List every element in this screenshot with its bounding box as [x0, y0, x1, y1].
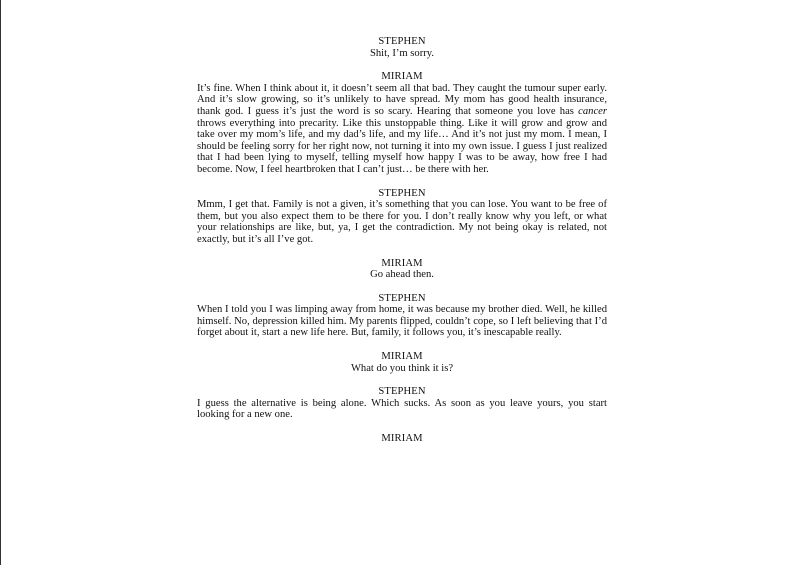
script-body	[197, 36, 607, 457]
dialogue-text: Go ahead then.	[370, 269, 434, 281]
character-name: MIRIAM	[381, 351, 423, 363]
dialogue-block	[197, 188, 607, 246]
emphasis-text: cancer	[578, 105, 607, 117]
character-name: MIRIAM	[381, 71, 423, 83]
dialogue-text: Mmm, I get that. Family is not a given, it’s something that you can lose. You want to be free of them, but you also expect them to be there for you. I don’t really know why you left, or what your relationships are like, but, ya, I get the contradiction. My not being okay is related, not exactly, but it’s all I’ve got.	[197, 199, 607, 245]
dialogue-block	[197, 351, 607, 374]
dialogue-block	[197, 36, 607, 59]
dialogue-text: It’s fine. When I think about it, it doesn’t seem all that bad. They caught the tumour super early. And it’s slow growing, so it’s unlikely to have spread. My mom has good health insurance, thank god. I guess it’s just the word is so scary. Hearing that someone you love has cancer throws everything into precarity. Like this unstoppable thing. Like it will grow and grow and take over my mom’s life, and my dad’s life, and my life… And it’s not just my mom. I mean, I should be feeling sorry for her right now, not turning it into my own issue. I guess I just realized that I had been lying to myself, telling myself how happy I was to be away, how free I had become. Now, I feel heartbroken that I can’t just… be there with her.	[197, 82, 607, 175]
dialogue-text: What do you think it is?	[350, 362, 454, 374]
dialogue-block	[197, 258, 607, 281]
character-name: STEPHEN	[378, 292, 426, 304]
character-name: MIRIAM	[381, 257, 423, 269]
character-name: MIRIAM	[381, 433, 423, 445]
dialogue-text: Shit, I’m sorry.	[369, 47, 435, 59]
dialogue-text: When I told you I was limping away from home, it was because my brother died. Well, he killed himself. No, depression killed him. My parents flipped, couldn’t cope, so I left believing that I’d forget about it, start a new life here. But, family, it follows you, it’s inescapable really.	[197, 304, 607, 339]
dialogue-block	[197, 71, 607, 175]
dialogue-block	[197, 433, 607, 445]
dialogue-block	[197, 293, 607, 339]
character-name: STEPHEN	[378, 36, 426, 47]
character-name: STEPHEN	[378, 187, 426, 199]
character-name: STEPHEN	[378, 386, 426, 398]
dialogue-text: I guess the alternative is being alone. Which sucks. As soon as you leave yours, you start looking for a new one.	[197, 397, 607, 421]
dialogue-block	[197, 386, 607, 421]
